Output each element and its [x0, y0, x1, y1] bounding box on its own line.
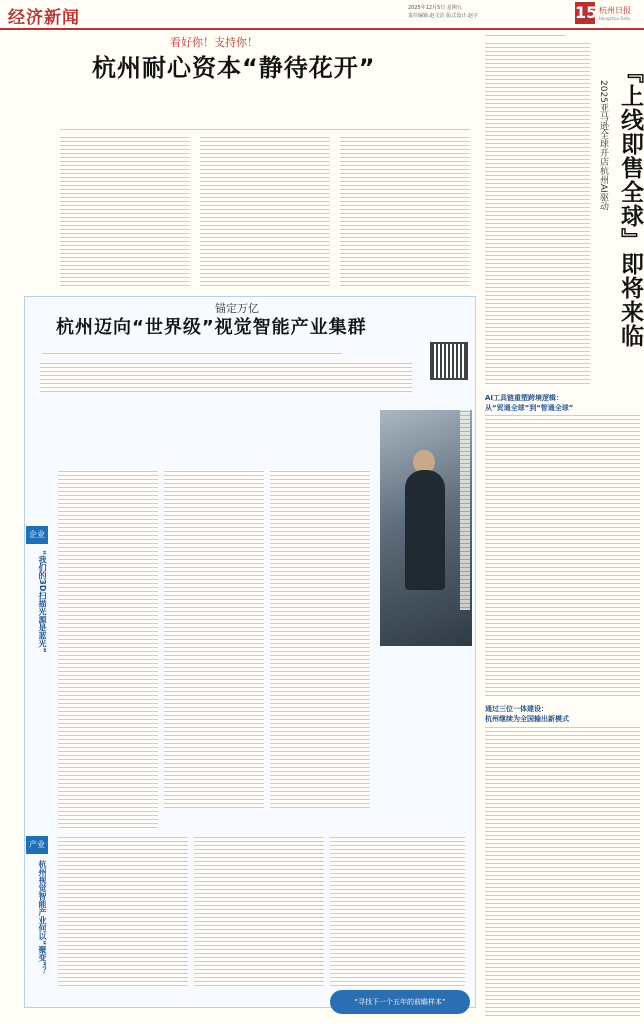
paper-name-en: Hangzhou Daily [599, 16, 631, 21]
right-section-1-body [485, 414, 640, 699]
feature-byline [42, 352, 342, 356]
feature-headline: 杭州迈向“世界级”视觉智能产业集群 [56, 317, 367, 338]
feature-column-4 [58, 836, 188, 986]
feature-column-3 [270, 470, 370, 810]
industry-title: 杭州视觉智能产业何以“聚变”？ [38, 860, 47, 975]
feature-lead [40, 362, 412, 392]
photo-person-body [405, 470, 445, 590]
section-title: 经济新闻 [8, 8, 80, 28]
feature-column-5 [194, 836, 324, 986]
right-section-2-body [485, 726, 640, 1016]
page-number: 15 [575, 3, 598, 22]
right-headline: 『上线即售全球』即将来临 [617, 60, 643, 348]
feature-column-2 [164, 470, 264, 810]
feature-column-1 [58, 470, 158, 830]
right-section-1-title: AI工具链重塑跨境逻辑： [485, 394, 564, 402]
masthead [0, 0, 644, 30]
photo-caption [460, 410, 470, 610]
editor-line: 责任编辑:赵文洁 版式设计:赵宇 [408, 13, 478, 19]
tag-enterprise: 企业 [26, 526, 48, 544]
top-article-headline: 杭州耐心资本“静待花开” [92, 54, 376, 82]
footer-banner: “寻找下一个五年的前瞻样本” [330, 990, 470, 1014]
right-section-1-subtitle: 从“贸通全球”到“智通全球” [485, 404, 574, 412]
right-section-2-title: 通过三位一体建设： [485, 705, 548, 713]
right-section-2-subtitle: 杭州继续为全国输出新模式 [485, 715, 569, 723]
top-article-column-2 [200, 136, 330, 286]
date-line: 2025年12月5日 星期五 [408, 5, 462, 11]
top-article-kicker: 看好你！支持你！ [170, 36, 258, 49]
feature-kicker: 锚定万亿 [215, 302, 259, 315]
tag-industry: 产业 [26, 836, 48, 854]
qr-code-icon [430, 342, 468, 380]
paper-name: 杭州日报 [599, 6, 631, 15]
top-article-byline [60, 128, 470, 132]
right-column-intro [485, 42, 590, 387]
right-byline [485, 34, 565, 38]
right-subheadline: 2025亚马逊全球开店杭州AI驱动 [598, 80, 608, 211]
feature-column-6 [330, 836, 465, 986]
top-article-column-3 [340, 136, 470, 286]
top-article-column-1 [60, 136, 190, 286]
enterprise-title: “我们的3D扫描光源是蓝光” [38, 550, 47, 653]
